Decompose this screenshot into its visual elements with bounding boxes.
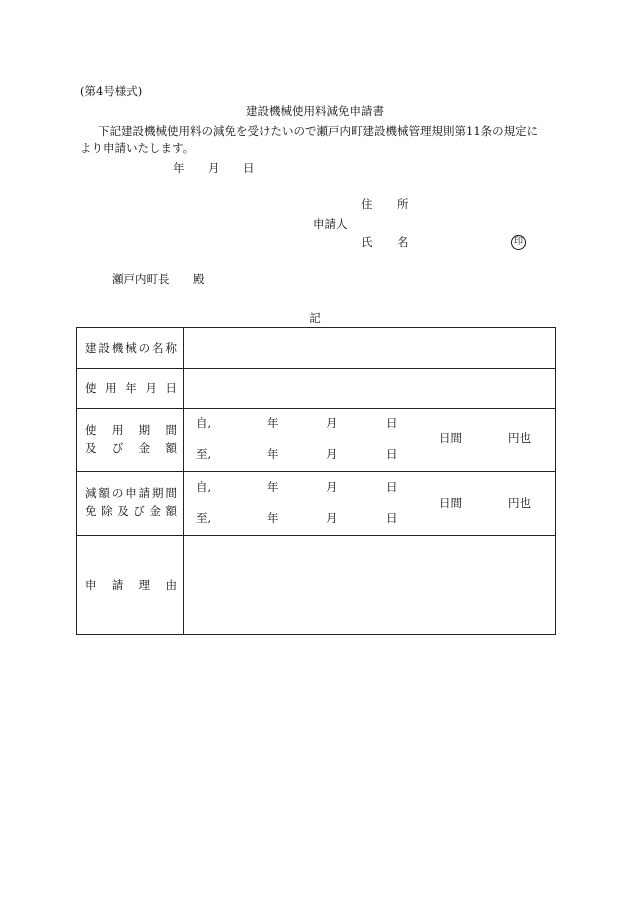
address-label-1: 住	[361, 197, 373, 211]
exemption-period-days: 日間	[439, 496, 462, 510]
exemption-period-from: 自,	[196, 480, 212, 494]
use-period-to-month: 月	[326, 447, 338, 461]
exemption-period-to: 至,	[196, 511, 212, 525]
addressee-name: 瀬戸内町長	[112, 272, 170, 286]
exemption-period-from-year: 年	[267, 480, 279, 494]
applicant-label: 申請人	[313, 217, 348, 231]
seal-mark: 印	[511, 235, 526, 250]
address-label-2: 所	[397, 197, 409, 211]
row-divider-4	[77, 535, 555, 536]
intro-text-line2: より申請いたします。	[80, 141, 195, 155]
form-title: 建設機械使用料減免申請書	[246, 104, 384, 118]
name-label-1: 氏	[361, 235, 373, 249]
use-period-label: 使 用 期 間 及 び 金 額	[85, 423, 177, 455]
exemption-period-to-day: 日	[386, 511, 398, 525]
use-date-label: 使 用 年 月 日	[85, 381, 177, 395]
row-divider-3	[77, 471, 555, 472]
use-period-from-month: 月	[326, 416, 338, 430]
exemption-period-to-month: 月	[326, 511, 338, 525]
machine-name-label: 建 設 機 械 の 名 称	[85, 341, 177, 355]
date-month-label: 月	[208, 161, 220, 175]
date-year-label: 年	[173, 161, 185, 175]
use-period-to-year: 年	[267, 447, 279, 461]
ki-heading: 記	[309, 311, 321, 325]
use-period-days: 日間	[439, 431, 462, 445]
row-divider-2	[77, 408, 555, 409]
exemption-period-to-year: 年	[267, 511, 279, 525]
row-divider-1	[77, 368, 555, 369]
exemption-period-from-month: 月	[326, 480, 338, 494]
details-table	[76, 327, 556, 635]
exemption-period-yen: 円也	[508, 496, 531, 510]
table-column-divider	[183, 328, 184, 634]
name-label-2: 名	[397, 235, 409, 249]
addressee-honorific: 殿	[193, 272, 205, 286]
use-period-to: 至,	[196, 447, 212, 461]
date-day-label: 日	[243, 161, 255, 175]
use-period-from: 自,	[196, 416, 212, 430]
use-period-from-year: 年	[267, 416, 279, 430]
form-number: (第4号様式)	[80, 84, 143, 98]
exemption-period-label: 減 額 の 申 請 期 間 免 除 及 び 金 額	[85, 486, 177, 518]
reason-label: 申 請 理 由	[85, 578, 177, 592]
use-period-to-day: 日	[386, 447, 398, 461]
exemption-period-from-day: 日	[386, 480, 398, 494]
intro-text-line1: 下記建設機械使用料の減免を受けたいので瀬戸内町建設機械管理規則第11条の規定に	[98, 124, 539, 138]
use-period-yen: 円也	[508, 431, 531, 445]
use-period-from-day: 日	[386, 416, 398, 430]
